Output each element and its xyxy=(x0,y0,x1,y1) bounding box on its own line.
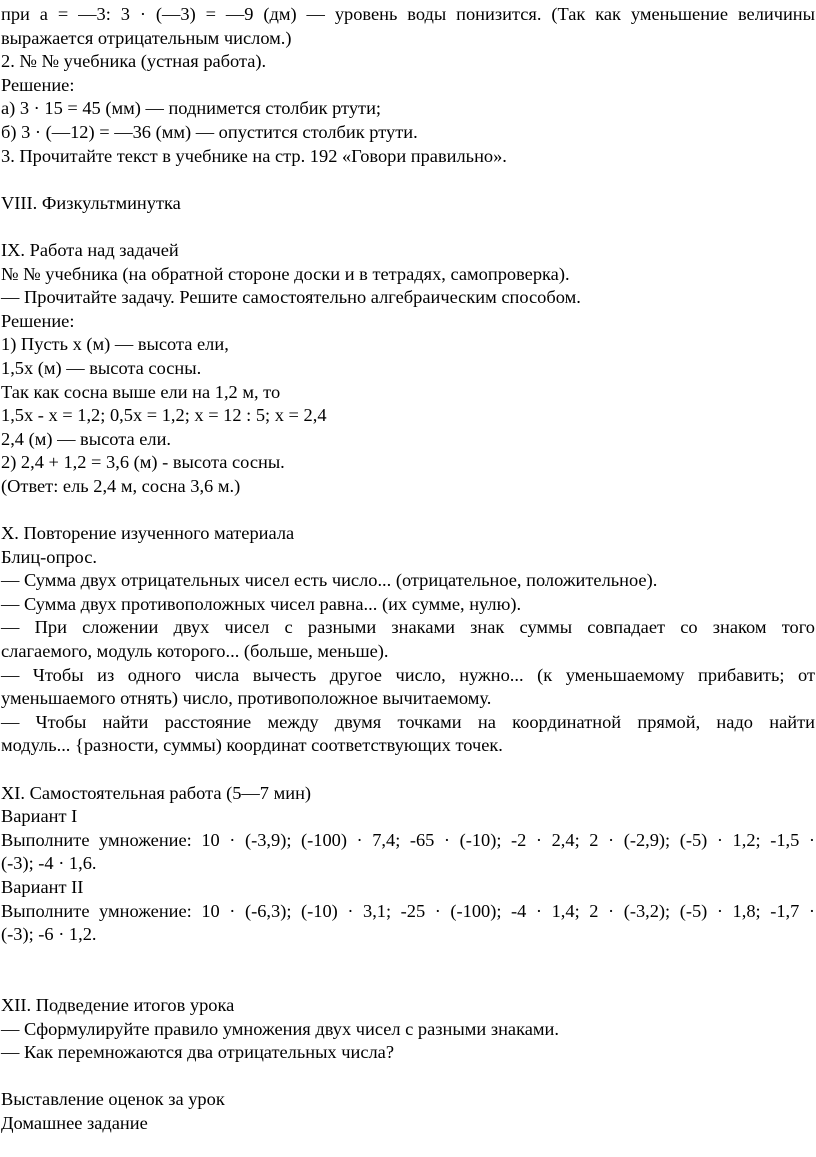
section-heading: VIII. Физкультминутка xyxy=(1,192,181,213)
text-line: — Как перемножаются два отрицательных числа? xyxy=(1,1042,394,1063)
text-line: — Чтобы из одного числа вычесть другое число, нужно... (к уменьшаемому прибавить; от xyxy=(1,664,815,685)
text-line: Выполните умножение: 10 · (-6,3); (-10) · 3,1; -25 · (-100); -4 · 1,4; 2 · (-3,2); (-5) · 1,8; -1,7 · xyxy=(1,900,815,921)
text-line: модуль... {разности, суммы) координат соответствующих точек. xyxy=(1,735,503,756)
text-line: — Прочитайте задачу. Решите самостоятельно алгебраическим способом. xyxy=(1,287,581,308)
text-line: Вариант I xyxy=(1,806,78,827)
text-line: (-3); -4 · 1,6. xyxy=(1,853,97,874)
section-heading: X. Повторение изученного материала xyxy=(1,523,295,544)
blank-line xyxy=(1,498,815,522)
blank-line xyxy=(1,758,815,782)
text-line: 2,4 (м) — высота ели. xyxy=(1,428,172,449)
text-line: — Сумма двух противоположных чисел равна... (их сумме, нулю). xyxy=(1,593,522,614)
text-line: — Чтобы найти расстояние между двумя точками на координатной прямой, надо найти xyxy=(1,711,815,732)
text-line: Домашнее задание xyxy=(1,1112,148,1133)
text-line: — При сложении двух чисел с разными знаками знак суммы совпадает со знаком того xyxy=(1,617,815,638)
text-line: 1,5х - х = 1,2; 0,5х = 1,2; х = 12 : 5; х = 2,4 xyxy=(1,405,327,426)
text-line: Решение: xyxy=(1,310,75,331)
text-line: б) 3 · (—12) = —36 (мм) — опустится столбик ртути. xyxy=(1,121,418,142)
text-line: при а = —3: 3 · (—3) = —9 (дм) — уровень воды понизится. (Так как уменьшение величины xyxy=(1,4,815,24)
text-line: Выставление оценок за урок xyxy=(1,1089,225,1110)
blank-line xyxy=(1,168,815,192)
text-line: выражается отрицательным числом.) xyxy=(1,27,292,48)
text-line: № № учебника (на обратной стороне доски и в тетрадях, самопроверка). xyxy=(1,263,570,284)
text-line: Решение: xyxy=(1,74,75,95)
text-line: 3. Прочитайте текст в учебнике на стр. 192 «Говори правильно». xyxy=(1,145,507,166)
text-line: Так как сосна выше ели на 1,2 м, то xyxy=(1,381,281,402)
blank-line xyxy=(1,947,815,971)
text-line: а) 3 · 15 = 45 (мм) — поднимется столбик ртути; xyxy=(1,98,382,119)
text-line: уменьшаемого отнять) число, противоположное вычитаемому. xyxy=(1,688,492,709)
blank-line xyxy=(1,970,815,994)
text-line: Выполните умножение: 10 · (-3,9); (-100) · 7,4; -65 · (-10); -2 · 2,4; 2 · (-2,9); (-5) · 1,2; -1,5 · xyxy=(1,829,815,850)
text-line: 1,5х (м) — высота сосны. xyxy=(1,357,202,378)
text-line: 2. № № учебника (устная работа). xyxy=(1,51,267,72)
blank-line xyxy=(1,215,815,239)
text-line: Блиц-опрос. xyxy=(1,546,97,567)
section-heading: XI. Самостоятельная работа (5—7 мин) xyxy=(1,782,312,803)
text-line: 2) 2,4 + 1,2 = 3,6 (м) - высота сосны. xyxy=(1,452,285,473)
text-line: 1) Пусть х (м) — высота ели, xyxy=(1,334,229,355)
blank-line xyxy=(1,1065,815,1089)
text-line: — Сумма двух отрицательных чисел есть число... (отрицательное, положительное). xyxy=(1,570,658,591)
text-line: слагаемого, модуль которого... (больше, меньше). xyxy=(1,641,389,662)
text-line: (-3); -6 · 1,2. xyxy=(1,924,97,945)
document-body xyxy=(1,3,815,1136)
section-heading: IX. Работа над задачей xyxy=(1,239,179,260)
section-heading: XII. Подведение итогов урока xyxy=(1,994,235,1015)
text-line: (Ответ: ель 2,4 м, сосна 3,6 м.) xyxy=(1,475,241,496)
text-line: Вариант II xyxy=(1,876,84,897)
text-line: — Сформулируйте правило умножения двух чисел с разными знаками. xyxy=(1,1018,559,1039)
